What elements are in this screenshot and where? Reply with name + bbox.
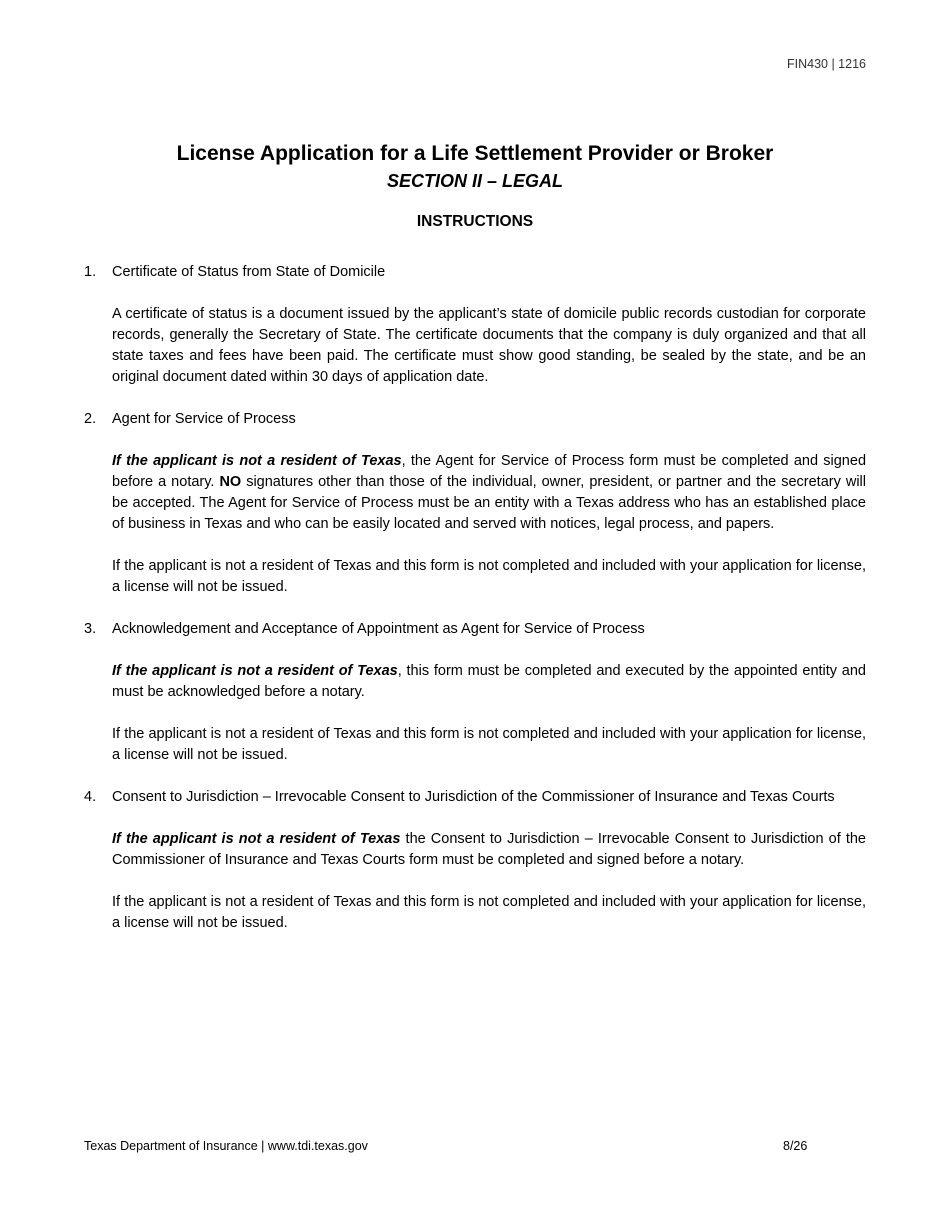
instruction-item-3 bbox=[84, 619, 866, 766]
no-emphasis: NO bbox=[219, 474, 242, 490]
item-heading-text: Agent for Service of Process bbox=[112, 411, 296, 427]
page-title: License Application for a Life Settlement Provider or Broker bbox=[176, 142, 774, 165]
item-paragraph: If the applicant is not a resident of Texas and this form is not completed and included with your application for license, a license will not be issued. bbox=[112, 558, 866, 595]
item-number: 2. bbox=[84, 411, 97, 427]
section-subtitle: SECTION II – LEGAL bbox=[386, 171, 564, 191]
item-heading bbox=[84, 619, 866, 640]
item-paragraph bbox=[112, 661, 866, 703]
footer-agency: Texas Department of Insurance | www.tdi.texas.gov bbox=[84, 1139, 368, 1153]
item-heading bbox=[84, 409, 866, 430]
instruction-item-1 bbox=[84, 262, 866, 388]
item-number: 4. bbox=[84, 789, 97, 805]
item-number: 1. bbox=[84, 264, 97, 280]
item-heading-text: Consent to Jurisdiction – Irrevocable Consent to Jurisdiction of the Commissioner of Insurance and Texas Courts bbox=[112, 789, 835, 805]
item-heading bbox=[84, 262, 866, 283]
item-heading-text: Certificate of Status from State of Domicile bbox=[112, 264, 386, 280]
item-number: 3. bbox=[84, 621, 97, 637]
paragraph-text: the Consent to Jurisdiction – Irrevocable Consent to Jurisdiction of the Commissioner of Insurance and Texas Courts form must be completed and signed before a notary. bbox=[112, 831, 866, 868]
condition-emphasis: If the applicant is not a resident of Texas bbox=[112, 663, 398, 679]
form-code: FIN430 | 1216 bbox=[787, 57, 866, 71]
page-number: 8/26 bbox=[783, 1139, 808, 1153]
condition-emphasis: If the applicant is not a resident of Texas bbox=[112, 453, 402, 469]
item-paragraph bbox=[112, 829, 866, 871]
paragraph-text: signatures other than those of the individual, owner, president, or partner and the secretary will be accepted. The Agent for Service of Process must be an entity with a Texas address who has an established place of business in Texas and who can be easily located and served with notices, legal process, and papers. bbox=[112, 474, 866, 532]
instruction-item-4 bbox=[84, 787, 866, 934]
item-heading-text: Acknowledgement and Acceptance of Appointment as Agent for Service of Process bbox=[112, 621, 645, 637]
instructions-heading: INSTRUCTIONS bbox=[416, 213, 534, 230]
condition-emphasis: If the applicant is not a resident of Texas bbox=[112, 831, 401, 847]
item-paragraph: If the applicant is not a resident of Texas and this form is not completed and included with your application for license, a license will not be issued. bbox=[112, 726, 866, 763]
item-paragraph bbox=[112, 451, 866, 535]
item-paragraph: A certificate of status is a document issued by the applicant’s state of domicile public records custodian for corporate records, generally the Secretary of State. The certificate documents that the company is duly organized and that all state taxes and fees have been paid. The certificate must show good standing, be sealed by the state, and be an original document dated within 30 days of application date. bbox=[112, 306, 866, 385]
item-heading bbox=[84, 787, 866, 808]
paragraph-text: , this form must be completed and executed by the appointed entity and must be acknowledged before a notary. bbox=[112, 663, 866, 700]
instruction-item-2 bbox=[84, 409, 866, 598]
item-paragraph: If the applicant is not a resident of Texas and this form is not completed and included with your application for license, a license will not be issued. bbox=[112, 894, 866, 931]
paragraph-text: , the Agent for Service of Process form must be completed and signed before a notary. bbox=[112, 453, 867, 490]
instructions-list bbox=[84, 262, 866, 955]
